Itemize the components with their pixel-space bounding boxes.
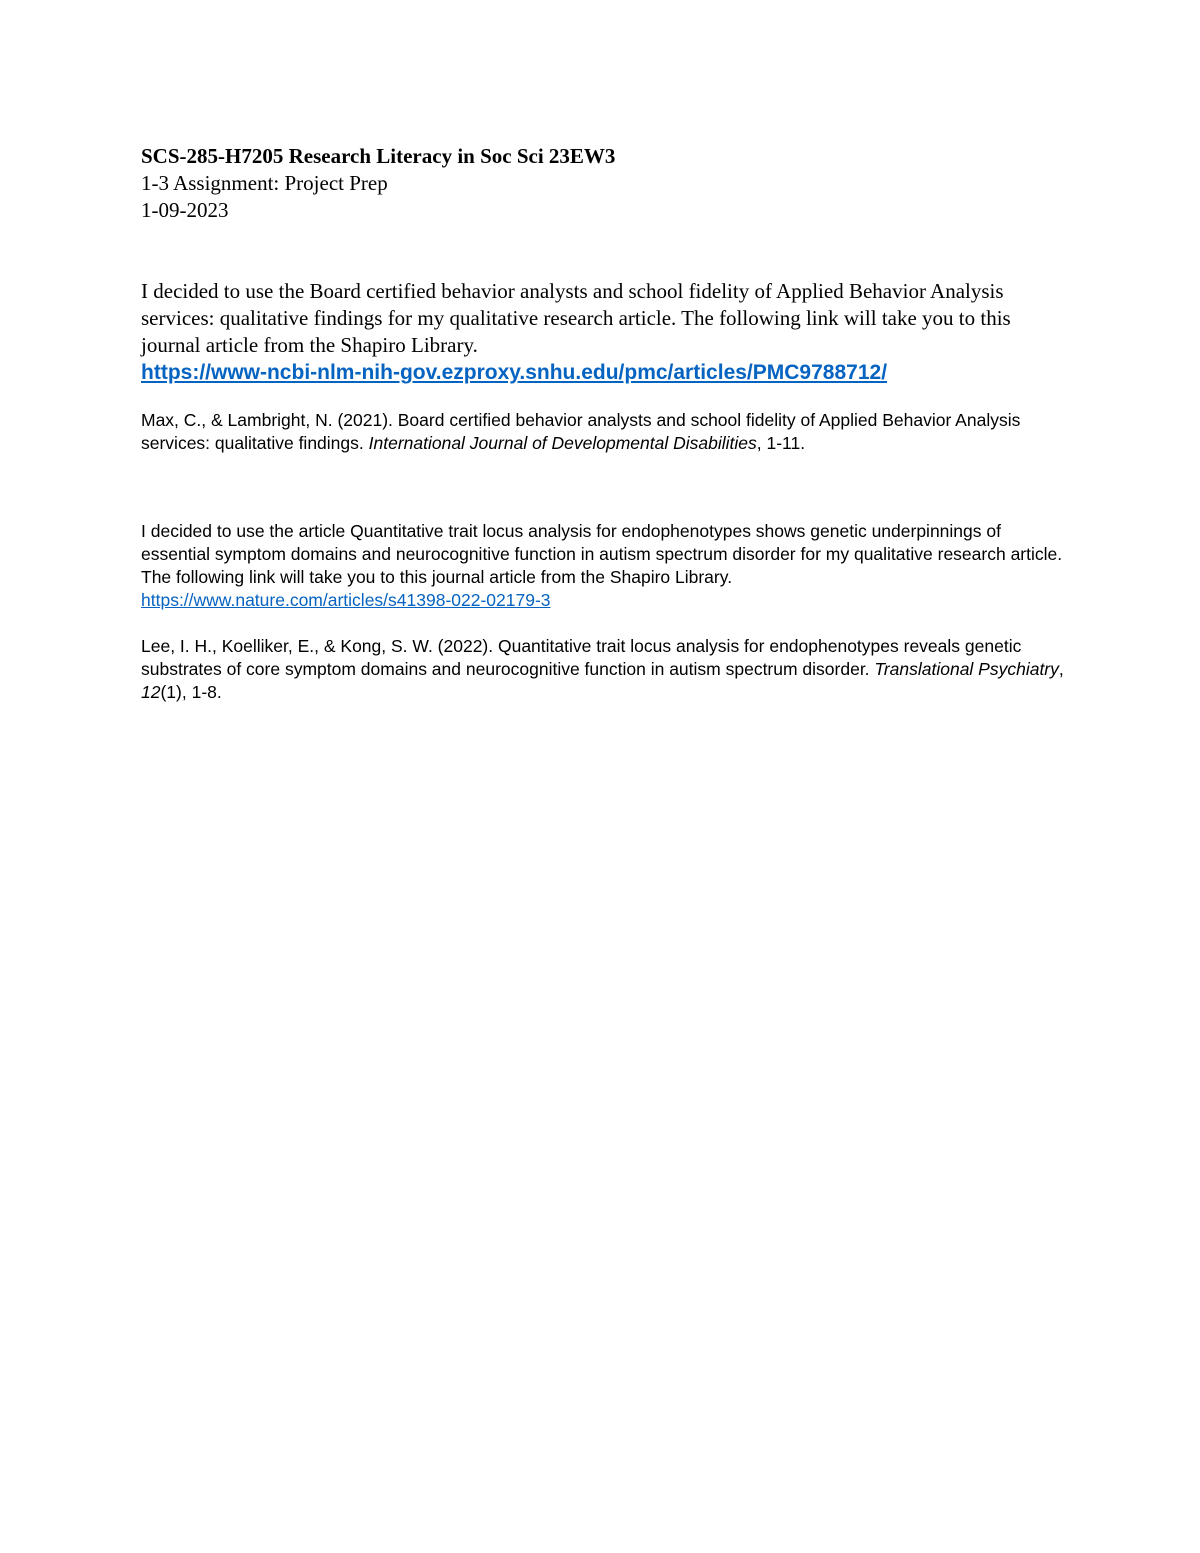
citation-2-pages: (1), 1-8. [160, 682, 222, 702]
spacer [141, 612, 1066, 635]
assignment-date: 1-09-2023 [141, 198, 229, 222]
citation-2-text: Lee, I. H., Koelliker, E., & Kong, S. W. (2022). Quantitative trait locus analysis for endophenotypes reveals genetic substrates of core symptom domains and neurocognitive function in autism spectrum disorder. [141, 636, 1022, 679]
article-1-link[interactable]: https://www-ncbi-nlm-nih-gov.ezproxy.snhu.edu/pmc/articles/PMC9788712/ [141, 361, 888, 384]
article-2-paragraph: I decided to use the article Quantitative trait locus analysis for endophenotypes shows genetic underpinnings of essential symptom domains and neurocognitive function in autism spectrum disorder for my qualitative research article. The following link will take you to this journal article from the Shapiro Library. [141, 521, 1063, 587]
article-2-link-line [141, 589, 1066, 612]
article-1-paragraph: I decided to use the Board certified behavior analysts and school fidelity of Applied Behavior Analysis services: qualitative findings for my qualitative research article. The following link will take you to this journal article from the Shapiro Library. [141, 279, 1011, 357]
citation-2-separator: , [1058, 659, 1064, 679]
spacer [141, 386, 1066, 409]
spacer [141, 224, 1066, 278]
citation-1-text: Max, C., & Lambright, N. (2021). Board certified behavior analysts and school fidelity of Applied Behavior Analysis services: qualitative findings. [141, 410, 1021, 453]
citation-2-journal: Translational Psychiatry [874, 659, 1059, 679]
assignment-name: 1-3 Assignment: Project Prep [141, 171, 388, 195]
citation-1-pages: , 1-11. [756, 433, 806, 453]
document-content [141, 143, 1066, 704]
citation-2-volume: 12 [141, 682, 161, 702]
article-2-link[interactable]: https://www.nature.com/articles/s41398-022-02179-3 [141, 590, 551, 610]
course-title: SCS-285-H7205 Research Literacy in Soc Sci 23EW3 [141, 144, 616, 168]
article-2-citation [141, 635, 1066, 704]
citation-1-journal: International Journal of Developmental Disabilities [368, 433, 757, 453]
spacer [141, 455, 1066, 520]
article-1-citation [141, 409, 1066, 455]
